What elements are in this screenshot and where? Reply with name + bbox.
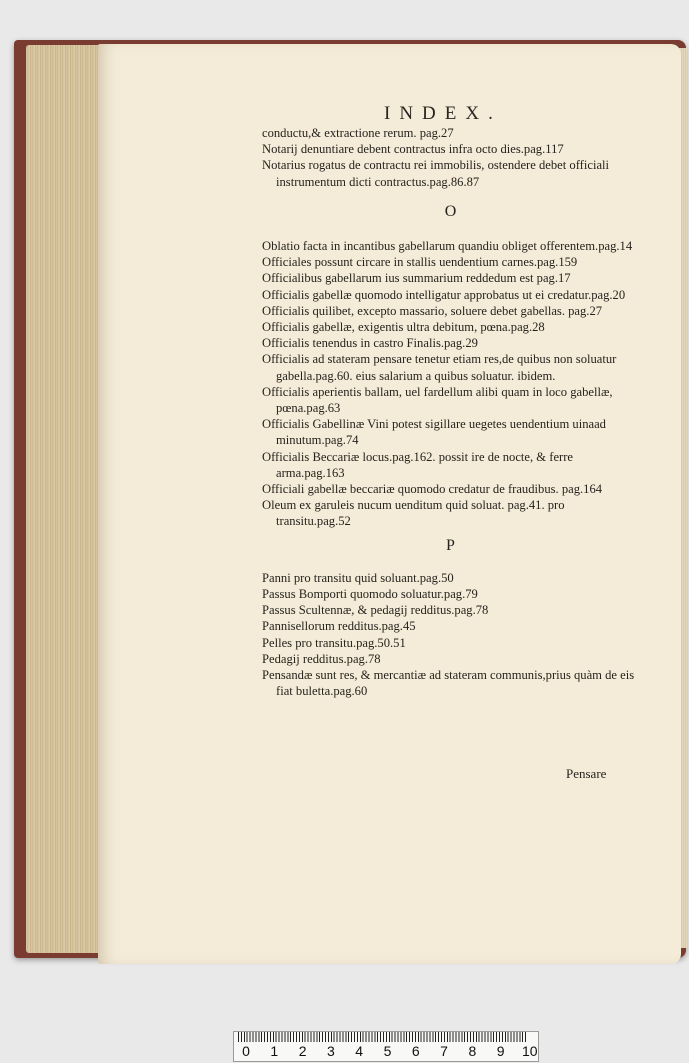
index-entry: Passus Bomporti quomodo soluatur.pag.79 bbox=[262, 587, 478, 602]
index-entry: conductu,& extractione rerum. pag.27 bbox=[262, 126, 454, 140]
index-entry: Notarius rogatus de contractu rei immobilis, ostendere debet officiali instrumentum dicti contractus.pag.86.87 bbox=[262, 158, 610, 189]
index-entry: Oleum ex garuleis nucum uenditum quid soluat. pag.41. pro transitu.pag.52 bbox=[262, 498, 565, 529]
index-entry: Officiales possunt circare in stallis uendentium carnes.pag.159 bbox=[262, 255, 578, 270]
index-entry: Officiali gabellæ beccariæ quomodo credatur de fraudibus. pag.164 bbox=[262, 482, 603, 497]
index-entry: Oblatio facta in incantibus gabellarum quandiu obliget offerentem.pag.14 bbox=[262, 239, 633, 254]
index-entry: Panni pro transitu quid soluant.pag.50 bbox=[262, 570, 454, 585]
index-entry: Officialis aperientis ballam, uel fardellum alibi quam in loco gabellæ, pœna.pag.63 bbox=[262, 384, 613, 416]
ruler-numbers bbox=[234, 1043, 538, 1061]
ruler-ticks bbox=[238, 1032, 528, 1042]
index-entry: Officialis Beccariæ locus.pag.162. possit ire de nocte, & ferre arma.pag.163 bbox=[262, 449, 574, 480]
ruler-number: 2 bbox=[298, 1043, 307, 1059]
ruler-number: 5 bbox=[383, 1043, 392, 1059]
ruler-number: 7 bbox=[440, 1043, 448, 1059]
index-entry: Officialis gabellæ, exigentis ultra debitum, pœna.pag.28 bbox=[262, 320, 545, 335]
index-entry: Pensandæ sunt res, & mercantiæ ad stateram communis,prius quàm de eis fiat buletta.pag.60 bbox=[262, 668, 635, 699]
index-entry: Pelles pro transitu.pag.50.51 bbox=[262, 635, 406, 650]
index-entry: Officialis Gabellinæ Vini potest sigillare uegetes uendentium uinaad minutum.pag.74 bbox=[262, 417, 606, 448]
section-letter-p: P bbox=[446, 536, 456, 554]
page-edges-left bbox=[26, 45, 104, 953]
index-entry: Officialis quilibet, excepto massario, soluere debet gabellas. pag.27 bbox=[262, 303, 603, 318]
ruler-number: 9 bbox=[496, 1043, 505, 1059]
index-entry: Officialis tenendus in castro Finalis.pag.29 bbox=[262, 336, 478, 351]
ruler-number: 4 bbox=[355, 1043, 364, 1059]
ruler-number: 0 bbox=[242, 1043, 250, 1059]
index-entry: Notarij denuntiare debent contractus infra octo dies.pag.117 bbox=[262, 142, 564, 157]
ruler-number: 1 bbox=[270, 1043, 279, 1059]
section-letter-o: O bbox=[444, 202, 458, 220]
scale-ruler bbox=[233, 1031, 539, 1062]
index-entry: Officialis ad stateram pensare tenetur etiam res,de quibus non soluatur gabella.pag.60. eius salarium a quibus soluatur. ibidem. bbox=[262, 352, 617, 383]
ruler-number: 3 bbox=[326, 1043, 335, 1059]
catchword: Pensare bbox=[566, 766, 607, 781]
ruler-number: 10 bbox=[521, 1043, 538, 1059]
index-entry: Officialis gabellæ quomodo intelligatur approbatus ut ei credatur.pag.20 bbox=[262, 287, 626, 302]
index-entry: Pedagij redditus.pag.78 bbox=[262, 651, 381, 666]
index-entry: Passus Scultennæ, & pedagij redditus.pag.78 bbox=[262, 603, 489, 618]
index-entry: Officialibus gabellarum ius summarium reddedum est pag.17 bbox=[262, 271, 571, 286]
ruler-number: 8 bbox=[468, 1043, 477, 1059]
ruler-number: 6 bbox=[411, 1043, 420, 1059]
index-text bbox=[262, 125, 640, 700]
page-header: INDEX. bbox=[384, 103, 502, 124]
index-entry: Pannisellorum redditus.pag.45 bbox=[262, 619, 416, 634]
